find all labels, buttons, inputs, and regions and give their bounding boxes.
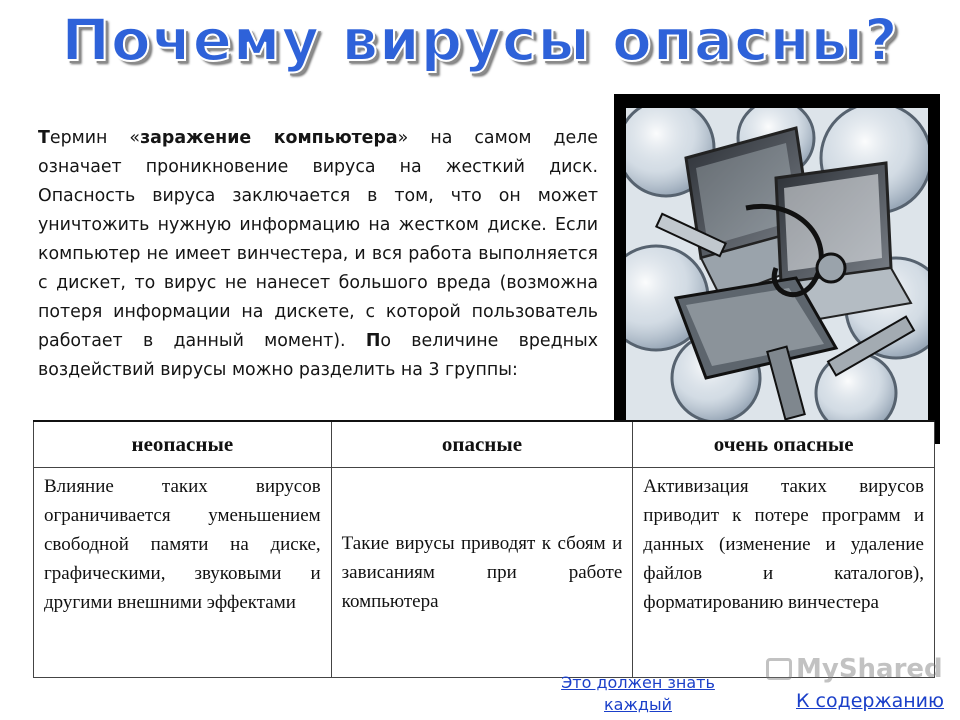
intro-text-a: ермин « [49, 128, 141, 148]
header-dangerous: опасные [331, 421, 633, 467]
cell-dangerous: Такие вирусы приводят к сбоям и зависаниям при работе компьютера [331, 467, 633, 678]
intro-text [38, 124, 598, 385]
intro-text-c: о величине вредных воздействий вирусы можно разделить на 3 группы: [38, 331, 598, 380]
virus-groups-table [33, 420, 935, 678]
table-row [34, 467, 935, 678]
intro-term: заражение компьютера [140, 128, 398, 148]
contents-link[interactable]: К содержанию [796, 690, 945, 712]
watermark-text: MyShared [796, 654, 943, 684]
illustration-canvas [626, 108, 928, 430]
intro-text-b: » на самом деле означает проникновение вируса на жесткий диск. Опасность вируса заключается в том, что он может уничтожить нужную информацию на жестком диске. Если компьютер не имеет винчестера, и вся работа выполняется с дискет, то вирус не нанесет большого вреда (возможна потеря информации на дискете, с которой пользователь работает в данный момент). [38, 128, 599, 351]
intro-dropcap-2: П [365, 331, 381, 351]
computers-in-bubbles-icon [626, 108, 928, 424]
must-know-link[interactable]: Это должен знать каждый [561, 673, 715, 714]
header-harmless: неопасные [34, 421, 332, 467]
watermark-logo-icon [766, 658, 792, 680]
intro-dropcap: Т [38, 128, 50, 148]
virus-illustration [614, 94, 940, 444]
watermark [766, 654, 943, 684]
header-very-dangerous: очень опасные [633, 421, 935, 467]
page-title: Почему вирусы опасны? [61, 6, 899, 74]
cell-very-dangerous: Активизация таких вирусов приводит к потере программ и данных (изменение и удаление файлов и каталогов), форматированию винчестера [633, 467, 935, 678]
table-header-row [34, 421, 935, 467]
cell-harmless: Влияние таких вирусов ограничивается уменьшением свободной памяти на диске, графическими, звуковыми и другими внешними эффектами [34, 467, 332, 678]
